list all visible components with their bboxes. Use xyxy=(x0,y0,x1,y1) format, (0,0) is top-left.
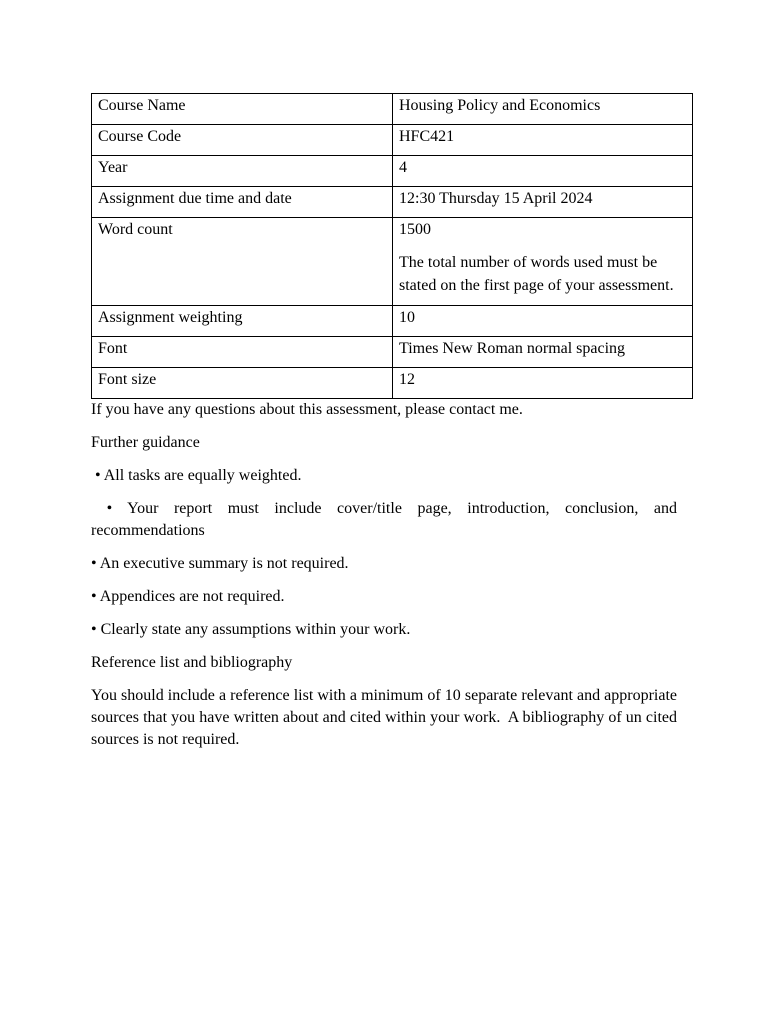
row-value: 4 xyxy=(393,156,693,187)
row-value: 10 xyxy=(393,306,693,337)
table-row xyxy=(92,218,693,306)
table-row xyxy=(92,125,693,156)
bullet-item: • Clearly state any assumptions within your work. xyxy=(91,621,411,638)
table-row xyxy=(92,156,693,187)
row-label: Course Code xyxy=(92,125,393,156)
row-label: Assignment due time and date xyxy=(92,187,393,218)
row-label: Year xyxy=(92,156,393,187)
table-row xyxy=(92,187,693,218)
assignment-info-table xyxy=(91,93,693,399)
table-row xyxy=(92,94,693,125)
table-row xyxy=(92,368,693,399)
row-label: Course Name xyxy=(92,94,393,125)
guidance-heading: Further guidance xyxy=(91,434,200,451)
row-value: HFC421 xyxy=(393,125,693,156)
row-value-cell xyxy=(393,218,693,306)
row-value: 12:30 Thursday 15 April 2024 xyxy=(393,187,693,218)
row-label: Word count xyxy=(92,218,393,306)
row-value: Times New Roman normal spacing xyxy=(393,337,693,368)
reference-paragraph: You should include a reference list with a minimum of 10 separate relevant and appropriate sources that you have written about and cited within your work. A bibliography of un cited sources is not required. xyxy=(91,687,681,748)
document-page xyxy=(91,93,681,751)
bullet-item: • All tasks are equally weighted. xyxy=(91,467,302,484)
row-value: 1500 xyxy=(399,221,431,238)
row-value: Housing Policy and Economics xyxy=(393,94,693,125)
table-row xyxy=(92,306,693,337)
contact-paragraph: If you have any questions about this assessment, please contact me. xyxy=(91,401,523,418)
bullet-item: • An executive summary is not required. xyxy=(91,555,349,572)
bullet-item: • Your report must include cover/title page, introduction, conclusion, and recommendations xyxy=(91,500,681,539)
row-note: The total number of words used must be stated on the first page of your assessment. xyxy=(399,254,674,294)
row-value: 12 xyxy=(393,368,693,399)
row-label: Font size xyxy=(92,368,393,399)
reference-heading: Reference list and bibliography xyxy=(91,654,293,671)
row-label: Font xyxy=(92,337,393,368)
bullet-item: • Appendices are not required. xyxy=(91,588,285,605)
row-label: Assignment weighting xyxy=(92,306,393,337)
table-row xyxy=(92,337,693,368)
